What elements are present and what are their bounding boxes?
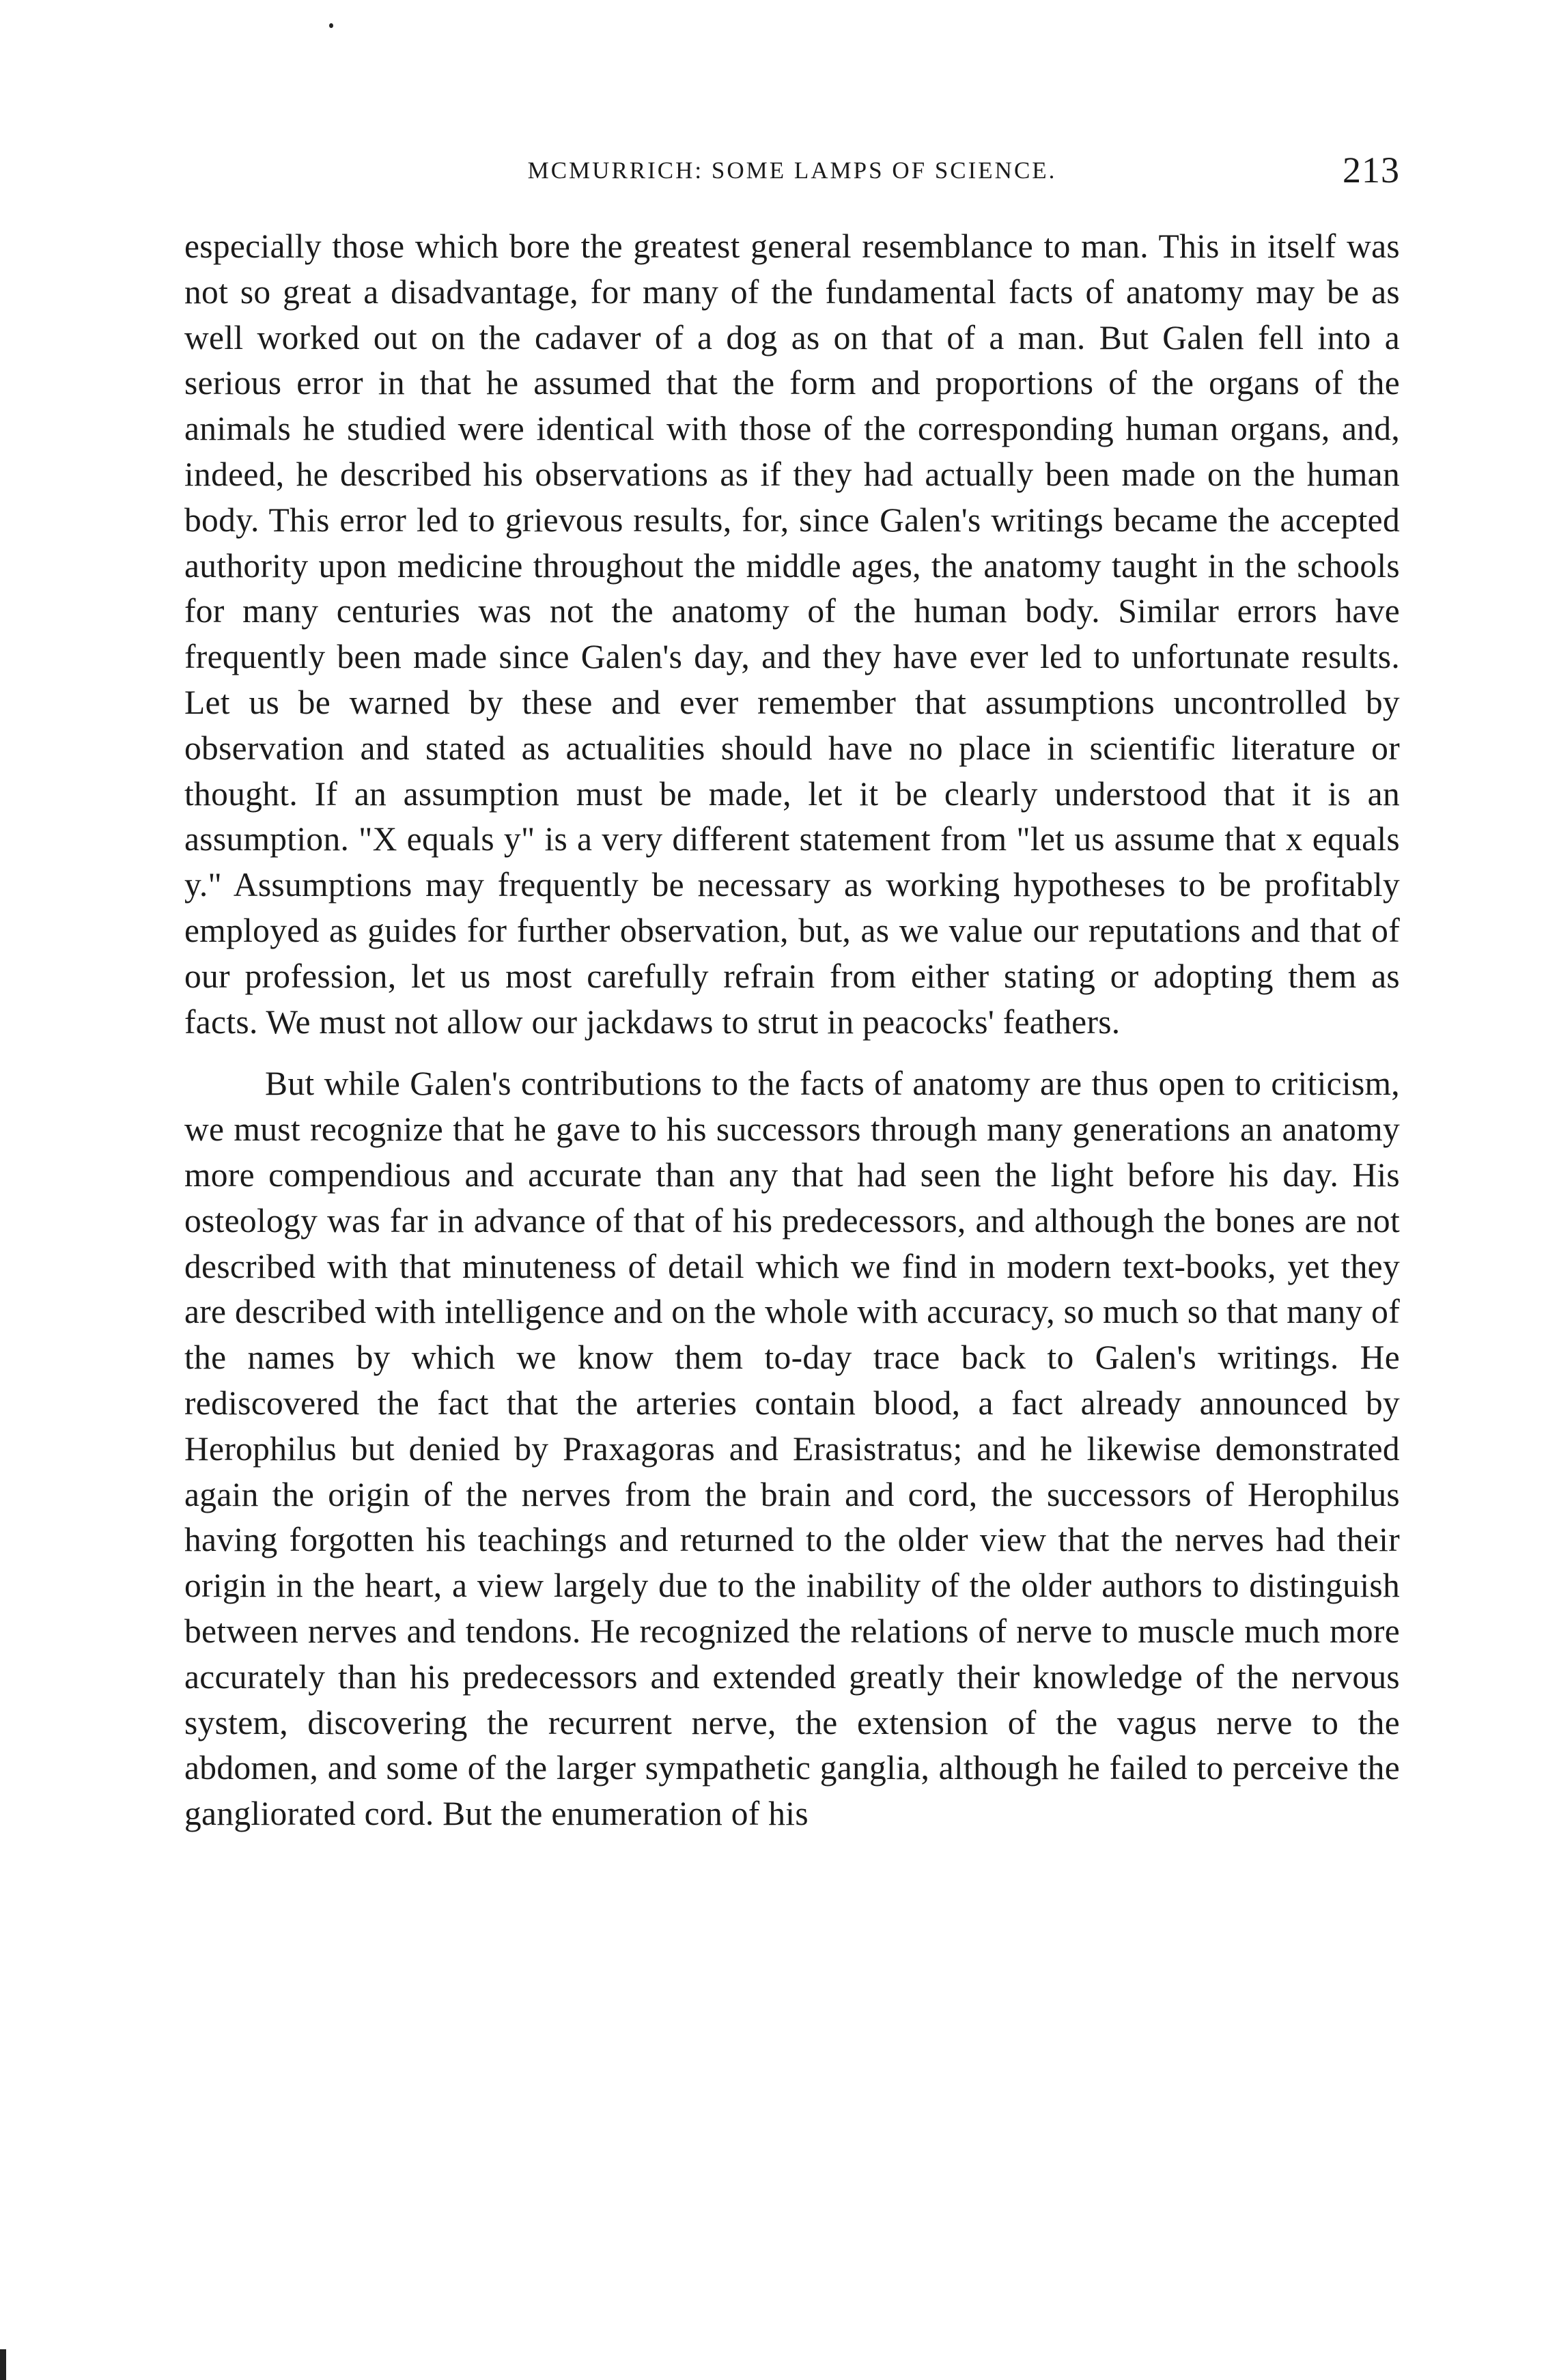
- paragraph: But while Galen's contributions to the facts of anatomy are thus open to criticism, we must recognize that he gave to his successors through many generations an anatomy more compendious and accurate than any that had seen the light before his day. His osteology was far in advance of that of his predecessors, and although the bones are not described with that minuteness of detail which we find in modern text-books, yet they are described with intelligence and on the whole with accuracy, so much so that many of the names by which we know them to-day trace back to Galen's writings. He rediscovered the fact that the arteries contain blood, a fact already announced by Herophilus but denied by Praxagoras and Erasistratus; and he likewise demonstrated again the origin of the nerves from the brain and cord, the successors of Herophilus having forgotten his teachings and returned to the older view that the nerves had their origin in the heart, a view largely due to the inability of the older authors to distinguish between nerves and tendons. He recognized the relations of nerve to muscle much more accurately than his predecessors and extended greatly their knowledge of the nervous system, discovering the recurrent nerve, the extension of the vagus nerve to the abdomen, and some of the larger sympathetic ganglia, although he failed to perceive the gangliorated cord. But the enumeration of his: [184, 1065, 1400, 1833]
- scan-speck: [329, 23, 333, 28]
- scan-edge-mark: [0, 2349, 6, 2380]
- running-title: MCMURRICH: SOME LAMPS OF SCIENCE.: [527, 157, 1057, 184]
- running-head: [184, 145, 1400, 193]
- body-text: [184, 224, 1400, 1837]
- paragraph: especially those which bore the greatest general resemblance to man. This in itself was not so great a disadvantage, for many of the fundamental facts of anatomy may be as well worked out on the cadaver of a dog as on that of a man. But Galen fell into a serious error in that he assumed that the form and proportions of the organs of the animals he studied were identical with those of the corresponding human organs, and, indeed, he described his observations as if they had actually been made on the human body. This error led to grievous results, for, since Galen's writings became the accepted authority upon medicine throughout the middle ages, the anatomy taught in the schools for many centuries was not the anatomy of the human body. Similar errors have frequently been made since Galen's day, and they have ever led to unfortunate results. Let us be warned by these and ever remember that assumptions uncontrolled by observation and stated as actualities should have no place in scientific literature or thought. If an assumption must be made, let it be clearly understood that it is an assumption. "X equals y" is a very different statement from "let us assume that x equals y." Assumptions may frequently be necessary as working hypotheses to be profitably employed as guides for further observation, but, as we value our reputations and that of our profession, let us most carefully refrain from either stating or adopting them as facts. We must not allow our jackdaws to strut in peacocks' feathers.: [184, 227, 1400, 1041]
- page-number: 213: [1343, 150, 1400, 191]
